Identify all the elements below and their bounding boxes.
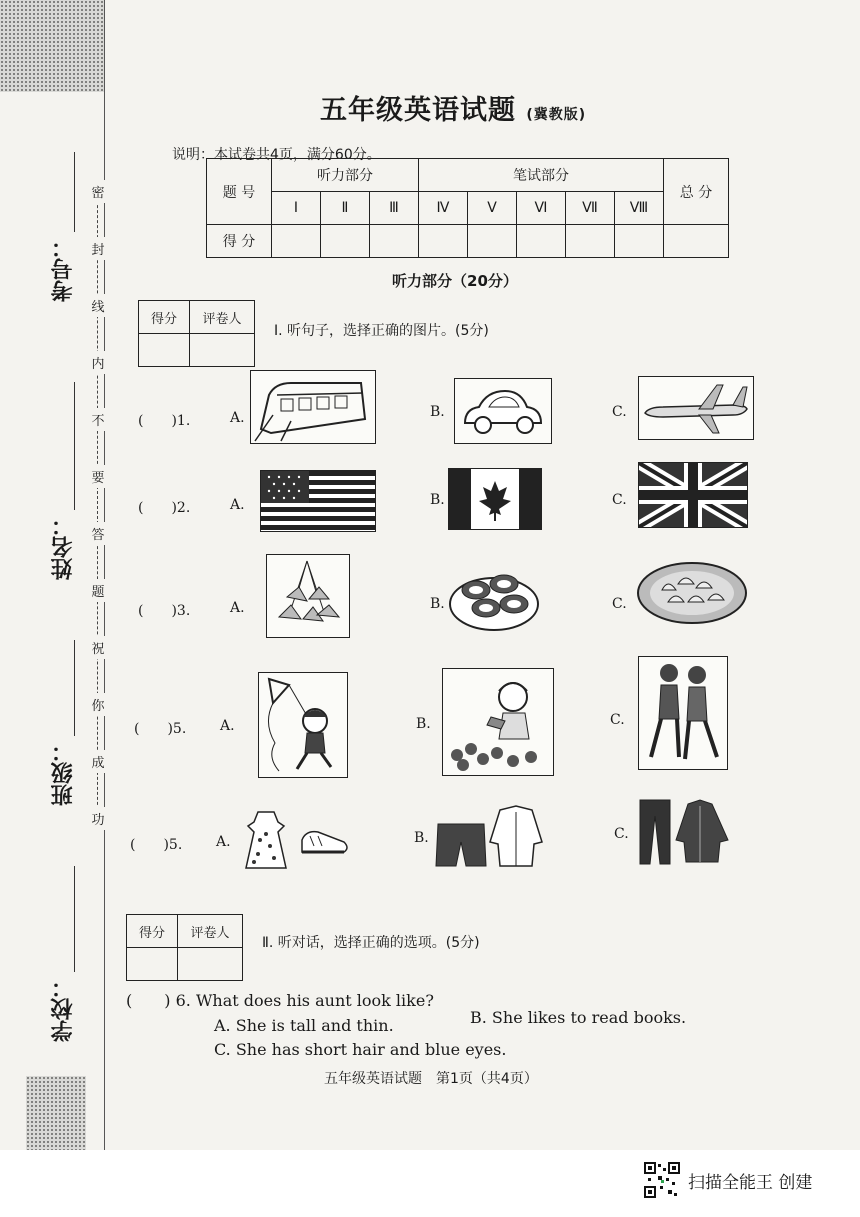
- numeral-cell: Ⅱ: [321, 192, 370, 225]
- row-label-qnum: 题 号: [207, 159, 272, 225]
- seal-char: 要: [91, 465, 104, 488]
- option-b[interactable]: B. She likes to read books.: [470, 1008, 687, 1027]
- uk-flag-image[interactable]: [638, 462, 748, 528]
- question-number: ( )2.: [138, 500, 191, 516]
- exam-no-label: 考号：: [51, 236, 76, 302]
- name-label: 姓名：: [51, 514, 76, 580]
- class-blank: [74, 640, 75, 736]
- mooncakes-image[interactable]: [446, 558, 542, 634]
- car-image[interactable]: [454, 378, 552, 444]
- grader-score-cell[interactable]: [139, 334, 190, 367]
- option-b-label: B.: [430, 492, 445, 508]
- option-a[interactable]: A. She is tall and thin.: [214, 1016, 394, 1035]
- listening-section-title: 听力部分（20分）: [392, 272, 518, 290]
- grader-box-1: [138, 300, 255, 367]
- school-blank: [74, 866, 75, 972]
- watermark-text: 扫描全能王 创建: [688, 1172, 813, 1193]
- score-cell[interactable]: [615, 225, 664, 258]
- corner-pattern-top: [0, 0, 104, 92]
- title-text: 五年级英语试题: [320, 95, 516, 126]
- score-cell[interactable]: [566, 225, 615, 258]
- question-number: ( )5.: [134, 721, 187, 737]
- seal-char: 成: [91, 750, 104, 773]
- class-label: 班级：: [51, 740, 76, 806]
- numeral-cell: Ⅰ: [272, 192, 321, 225]
- seal-char: 内: [91, 351, 104, 374]
- option-a-label: A.: [230, 497, 245, 513]
- question-number: ( )1.: [138, 413, 191, 429]
- usa-flag-image[interactable]: [260, 470, 376, 532]
- numeral-cell: Ⅴ: [468, 192, 517, 225]
- option-b-label: B.: [416, 716, 431, 732]
- section2-instruction: Ⅱ. 听对话，选择正确的选项。(5分): [262, 935, 480, 951]
- option-c-label: C.: [612, 404, 627, 420]
- numeral-cell: Ⅵ: [517, 192, 566, 225]
- row-label-score: 得 分: [207, 225, 272, 258]
- boy-flying-kite-image[interactable]: [258, 672, 348, 778]
- option-a-label: A.: [230, 600, 245, 616]
- page-title: [320, 88, 586, 127]
- option-b-label: B.: [430, 596, 445, 612]
- seal-char: 你: [91, 693, 104, 716]
- score-cell[interactable]: [419, 225, 468, 258]
- score-table: [206, 158, 729, 258]
- score-cell[interactable]: [664, 225, 729, 258]
- seal-char: 答: [91, 522, 104, 545]
- grader-box-2: [126, 914, 243, 981]
- seal-text: [88, 180, 108, 830]
- seal-char: 不: [91, 408, 104, 431]
- option-c-label: C.: [614, 826, 629, 842]
- grader-reviewer-label: 评卷人: [190, 301, 255, 334]
- question-number: ( )5.: [130, 837, 183, 853]
- option-c-label: C.: [612, 596, 627, 612]
- score-cell[interactable]: [370, 225, 419, 258]
- option-c-label: C.: [612, 492, 627, 508]
- numeral-cell: Ⅲ: [370, 192, 419, 225]
- seal-char: 封: [91, 237, 104, 260]
- option-b-label: B.: [430, 404, 445, 420]
- seal-char: 线: [91, 294, 104, 317]
- seal-char: 题: [91, 579, 104, 602]
- airplane-image[interactable]: [638, 376, 754, 440]
- grader-score-label: 得分: [139, 301, 190, 334]
- seal-char: 密: [91, 180, 104, 203]
- exam-no-blank: [74, 152, 75, 232]
- name-blank: [74, 382, 75, 510]
- listening-header: 听力部分: [272, 159, 419, 192]
- train-image[interactable]: [250, 370, 376, 444]
- grader-reviewer-cell[interactable]: [190, 334, 255, 367]
- zongzi-image[interactable]: [266, 554, 350, 638]
- qr-code-icon: [644, 1162, 680, 1198]
- exam-note: 说明：本试卷共4页，满分60分。: [172, 147, 381, 163]
- numeral-cell: Ⅷ: [615, 192, 664, 225]
- grader-score-cell[interactable]: [127, 948, 178, 981]
- scanner-watermark: [644, 1162, 812, 1198]
- grader-reviewer-cell[interactable]: [178, 948, 243, 981]
- girl-watering-flowers-image[interactable]: [442, 668, 554, 776]
- grader-reviewer-label: 评卷人: [178, 915, 243, 948]
- shorts-and-jacket-image[interactable]: [434, 802, 546, 872]
- option-c[interactable]: C. She has short hair and blue eyes.: [214, 1040, 507, 1059]
- question-text: What does his aunt look like?: [195, 991, 434, 1010]
- score-cell[interactable]: [517, 225, 566, 258]
- numeral-cell: Ⅳ: [419, 192, 468, 225]
- numeral-cell: Ⅶ: [566, 192, 615, 225]
- corner-pattern-bottom: [26, 1076, 86, 1152]
- page-footer: 五年级英语试题 第1页（共4页）: [324, 1071, 538, 1087]
- option-a-label: A.: [220, 718, 235, 734]
- school-label: 学校：: [51, 976, 76, 1042]
- question-number: ( ) 6.: [126, 991, 191, 1010]
- edition-text: (冀教版): [526, 107, 587, 123]
- seal-char: 功: [91, 807, 104, 830]
- question-number: ( )3.: [138, 603, 191, 619]
- dumplings-image[interactable]: [636, 560, 748, 626]
- section1-instruction: Ⅰ. 听句子，选择正确的图片。(5分): [274, 323, 489, 339]
- trousers-and-coat-image[interactable]: [636, 796, 732, 866]
- canada-flag-image[interactable]: [448, 468, 542, 530]
- people-walking-image[interactable]: [638, 656, 728, 770]
- writing-header: 笔试部分: [419, 159, 664, 192]
- dress-and-shoes-image[interactable]: [240, 806, 352, 874]
- score-cell[interactable]: [468, 225, 517, 258]
- option-c-label: C.: [610, 712, 625, 728]
- option-a-label: A.: [230, 410, 245, 426]
- option-a-label: A.: [216, 834, 231, 850]
- score-cell[interactable]: [321, 225, 370, 258]
- total-header: 总 分: [664, 159, 729, 225]
- seal-char: 祝: [91, 636, 104, 659]
- grader-score-label: 得分: [127, 915, 178, 948]
- option-b-label: B.: [414, 830, 429, 846]
- question-6: [126, 988, 434, 1011]
- score-cell[interactable]: [272, 225, 321, 258]
